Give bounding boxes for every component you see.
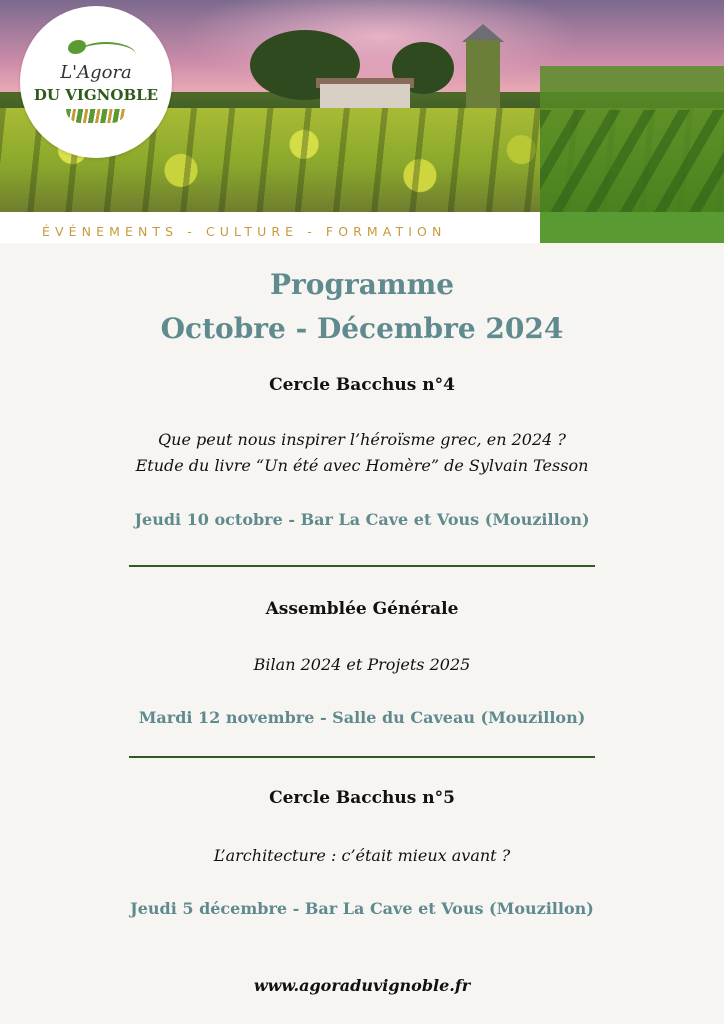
event-title: Cercle Bacchus n°4 — [269, 375, 455, 395]
logo — [20, 6, 172, 158]
logo-text-agora: L'Agora — [60, 62, 132, 83]
divider — [129, 565, 595, 567]
green-accent-block — [540, 212, 724, 243]
vineyard-stripes-icon — [66, 109, 126, 123]
green-overlay-vines — [540, 110, 724, 212]
page-subtitle: Octobre - Décembre 2024 — [160, 312, 564, 345]
event-title: Cercle Bacchus n°5 — [269, 788, 455, 808]
tagline: ÉVÉNEMENTS - CULTURE - FORMATION — [42, 224, 447, 239]
event-date-location: Mardi 12 novembre - Salle du Caveau (Mouzillon) — [138, 708, 586, 727]
event-date-location: Jeudi 10 octobre - Bar La Cave et Vous (Mouzillon) — [134, 510, 590, 529]
website-link[interactable]: www.agoraduvignoble.fr — [253, 976, 471, 995]
event-description: L’architecture : c’était mieux avant ? — [213, 846, 511, 865]
event-date-location: Jeudi 5 décembre - Bar La Cave et Vous (Mouzillon) — [130, 899, 594, 918]
divider — [129, 756, 595, 758]
logo-text-vignoble: DU VIGNOBLE — [33, 86, 159, 104]
tower — [466, 40, 500, 112]
event-title: Assemblée Générale — [265, 599, 459, 619]
event-description: Que peut nous inspirer l’héroïsme grec, en 2024 ? — [158, 430, 566, 449]
event-description: Etude du livre “Un été avec Homère” de Sylvain Tesson — [135, 456, 589, 475]
page-title: Programme — [269, 268, 455, 301]
house — [320, 84, 410, 110]
sky-cloud — [180, 0, 580, 90]
event-description: Bilan 2024 et Projets 2025 — [253, 655, 471, 674]
